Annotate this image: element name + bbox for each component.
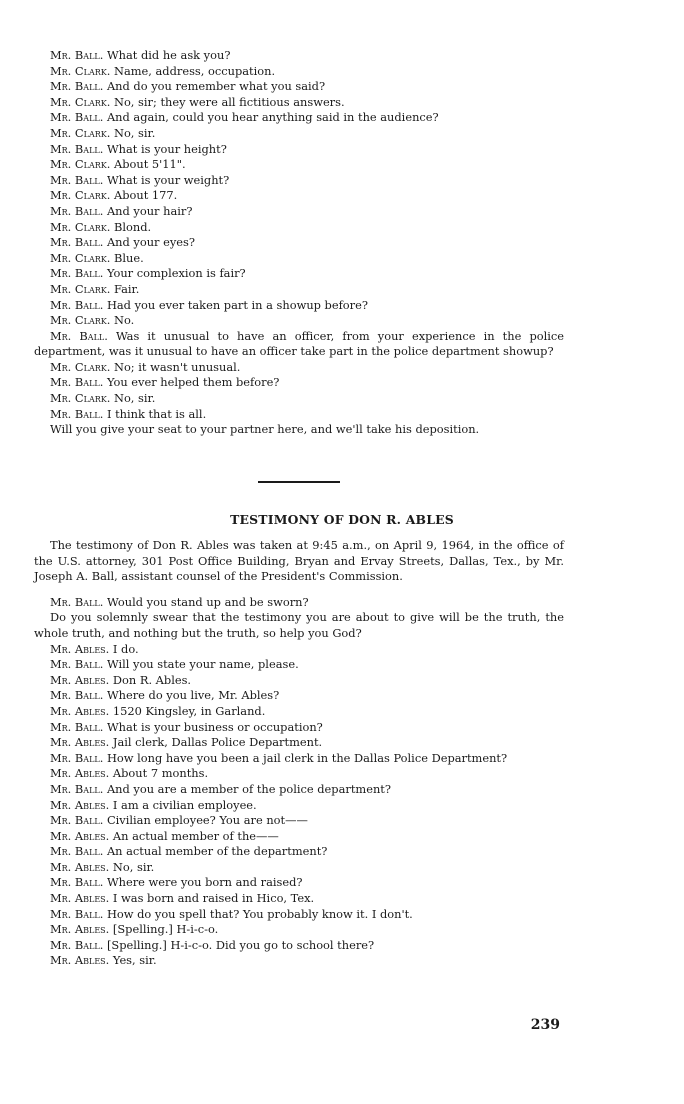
speaker-name: Mr. Ables.	[50, 891, 110, 906]
line-text: An actual member of the——	[109, 828, 279, 843]
line-text: I think that is all.	[103, 406, 207, 421]
transcript-line	[34, 642, 564, 658]
line-text: What did he ask you?	[103, 48, 231, 62]
transcript-line	[34, 610, 564, 641]
transcript-line	[34, 907, 564, 923]
transcript-line	[34, 95, 564, 111]
transcript-line	[34, 329, 564, 360]
transcript-line	[34, 235, 564, 251]
transcript-line	[34, 751, 564, 767]
line-text: What is your business or occupation?	[103, 719, 323, 734]
transcript-line	[34, 938, 564, 954]
speaker-name: Mr. Clark.	[50, 219, 111, 234]
transcript-line	[34, 64, 564, 80]
speaker-name: Mr. Ball.	[50, 79, 104, 94]
line-text: No, sir; they were all fictitious answers.	[110, 94, 345, 109]
transcript-line	[34, 595, 564, 611]
speaker-name: Mr. Ball.	[50, 688, 104, 703]
transcript-line	[34, 48, 564, 64]
transcript-line	[34, 813, 564, 829]
transcript-line	[34, 953, 564, 969]
line-text: How do you spell that? You probably know it. I don't.	[103, 906, 413, 921]
line-text: No.	[110, 313, 135, 328]
transcript-line	[34, 422, 564, 438]
speaker-name: Mr. Ball.	[50, 844, 104, 859]
line-text: I am a civilian employee.	[109, 797, 257, 812]
line-text: Will you give your seat to your partner here, and we'll take his deposition.	[50, 422, 480, 437]
speaker-name: Mr. Ball.	[50, 266, 104, 281]
speaker-name: Mr. Ball.	[50, 719, 104, 734]
transcript-line	[34, 735, 564, 751]
transcript-line	[34, 720, 564, 736]
transcript-line	[34, 110, 564, 126]
transcript-line	[34, 407, 564, 423]
transcript-line	[34, 126, 564, 142]
transcript-line	[34, 922, 564, 938]
line-text: Jail clerk, Dallas Police Department.	[109, 735, 323, 750]
speaker-name: Mr. Clark.	[50, 281, 111, 296]
line-text: About 7 months.	[109, 766, 209, 781]
line-text: Blond.	[110, 219, 152, 234]
transcript-line	[34, 79, 564, 95]
clark-testimony-continuation	[34, 48, 564, 438]
speaker-name: Mr. Ball.	[50, 406, 104, 421]
speaker-name: Mr. Ables.	[50, 953, 110, 968]
line-text: About 5'11".	[110, 157, 186, 172]
speaker-name: Mr. Ball.	[50, 48, 104, 62]
transcript-line	[34, 266, 564, 282]
transcript-line	[34, 173, 564, 189]
transcript-line	[34, 798, 564, 814]
line-text: Would you stand up and be sworn?	[103, 594, 309, 609]
line-text: Had you ever taken part in a showup before?	[103, 297, 368, 312]
line-text: About 177.	[110, 188, 178, 203]
line-text: Will you state your name, please.	[103, 657, 299, 672]
speaker-name: Mr. Ables.	[50, 859, 110, 874]
line-text: I was born and raised in Hico, Tex.	[109, 891, 315, 906]
speaker-name: Mr. Ables.	[50, 766, 110, 781]
speaker-name: Mr. Ables.	[50, 735, 110, 750]
line-text: Where do you live, Mr. Ables?	[103, 688, 280, 703]
speaker-name: Mr. Clark.	[50, 125, 111, 140]
line-text: Do you solemnly swear that the testimony you are about to give will be the truth, the whole truth, and nothing but the truth, so help you God?	[34, 610, 564, 640]
speaker-name: Mr. Ball.	[50, 110, 104, 125]
line-text: No, sir.	[110, 125, 156, 140]
line-text: And do you remember what you said?	[103, 79, 326, 94]
speaker-name: Mr. Ball.	[50, 813, 104, 828]
ables-testimony	[34, 538, 564, 969]
line-text: Where were you born and raised?	[103, 875, 303, 890]
transcript-line	[34, 766, 564, 782]
speaker-name: Mr. Clark.	[50, 94, 111, 109]
speaker-name: Mr. Ball.	[50, 937, 104, 952]
transcript-line	[34, 298, 564, 314]
speaker-name: Mr. Ables.	[50, 797, 110, 812]
transcript-line	[34, 875, 564, 891]
line-text: Blue.	[110, 250, 144, 265]
line-text: I do.	[109, 641, 139, 656]
speaker-name: Mr. Ball.	[50, 657, 104, 672]
speaker-name: Mr. Ables.	[50, 641, 110, 656]
transcript-line	[34, 360, 564, 376]
line-text: And again, could you hear anything said in the audience?	[103, 110, 439, 125]
speaker-name: Mr. Ables.	[50, 672, 110, 687]
speaker-name: Mr. Ball.	[50, 297, 104, 312]
transcript-line	[34, 188, 564, 204]
line-text: And you are a member of the police department?	[103, 781, 391, 796]
transcript-line	[34, 157, 564, 173]
line-text: [Spelling.] H-i-c-o.	[109, 922, 219, 937]
line-text: No; it wasn't unusual.	[110, 359, 241, 374]
transcript-line	[34, 204, 564, 220]
line-text: Yes, sir.	[109, 953, 157, 968]
speaker-name: Mr. Ball.	[50, 875, 104, 890]
transcript-line	[34, 251, 564, 267]
speaker-name: Mr. Clark.	[50, 250, 111, 265]
section-heading: TESTIMONY OF DON R. ABLES	[230, 512, 454, 527]
speaker-name: Mr. Ball.	[50, 172, 104, 187]
speaker-name: Mr. Ball.	[50, 203, 104, 218]
transcript-line	[34, 704, 564, 720]
line-text: No, sir.	[109, 859, 155, 874]
transcript-line	[34, 782, 564, 798]
line-text: And your eyes?	[103, 235, 195, 250]
line-text: And your hair?	[103, 203, 193, 218]
transcript-line	[34, 829, 564, 845]
transcript-line	[34, 657, 564, 673]
line-text: [Spelling.] H-i-c-o. Did you go to school there?	[103, 937, 375, 952]
line-text: Name, address, occupation.	[110, 63, 276, 78]
transcript-line	[34, 891, 564, 907]
page-number: 239	[530, 1017, 560, 1033]
transcript-line	[34, 860, 564, 876]
line-text: An actual member of the department?	[103, 844, 328, 859]
speaker-name: Mr. Clark.	[50, 359, 111, 374]
transcript-line	[34, 844, 564, 860]
transcript-line	[34, 142, 564, 158]
speaker-name: Mr. Ball.	[50, 235, 104, 250]
speaker-name: Mr. Ables.	[50, 922, 110, 937]
intro-paragraph: The testimony of Don R. Ables was taken at 9:45 a.m., on April 9, 1964, in the office of the U.S. attorney, 301 Post Office Building, Bryan and Ervay Streets, Dallas, Tex., by Mr. Joseph A. Ball, assistant counsel of the President's Commission.	[34, 538, 564, 584]
line-text: No, sir.	[110, 391, 156, 406]
speaker-name: Mr. Clark.	[50, 63, 111, 78]
line-text: You ever helped them before?	[103, 375, 280, 390]
line-text: 1520 Kingsley, in Garland.	[109, 703, 266, 718]
transcript-line	[34, 282, 564, 298]
transcript-line	[34, 391, 564, 407]
transcript-line	[34, 673, 564, 689]
line-text: How long have you been a jail clerk in the Dallas Police Department?	[103, 750, 508, 765]
speaker-name: Mr. Ables.	[50, 703, 110, 718]
section-divider	[258, 481, 340, 483]
line-text: Civilian employee? You are not——	[103, 813, 308, 828]
speaker-name: Mr. Ables.	[50, 828, 110, 843]
line-text: Your complexion is fair?	[103, 266, 246, 281]
speaker-name: Mr. Ball.	[50, 906, 104, 921]
speaker-name: Mr. Clark.	[50, 157, 111, 172]
transcript-line	[34, 220, 564, 236]
speaker-name: Mr. Ball.	[50, 328, 108, 343]
speaker-name: Mr. Clark.	[50, 313, 111, 328]
speaker-name: Mr. Ball.	[50, 594, 104, 609]
line-text: What is your weight?	[103, 172, 230, 187]
line-text: Was it unusual to have an officer, from your experience in the police department, was it unusual to have an officer take part in the police department showup?	[34, 328, 564, 359]
transcript-line	[34, 688, 564, 704]
transcript-line	[34, 375, 564, 391]
line-text: What is your height?	[103, 141, 227, 156]
speaker-name: Mr. Ball.	[50, 141, 104, 156]
speaker-name: Mr. Clark.	[50, 188, 111, 203]
line-text: Fair.	[110, 281, 140, 296]
speaker-name: Mr. Ball.	[50, 375, 104, 390]
line-text: Don R. Ables.	[109, 672, 192, 687]
speaker-name: Mr. Ball.	[50, 781, 104, 796]
transcript-line	[34, 313, 564, 329]
speaker-name: Mr. Clark.	[50, 391, 111, 406]
speaker-name: Mr. Ball.	[50, 750, 104, 765]
